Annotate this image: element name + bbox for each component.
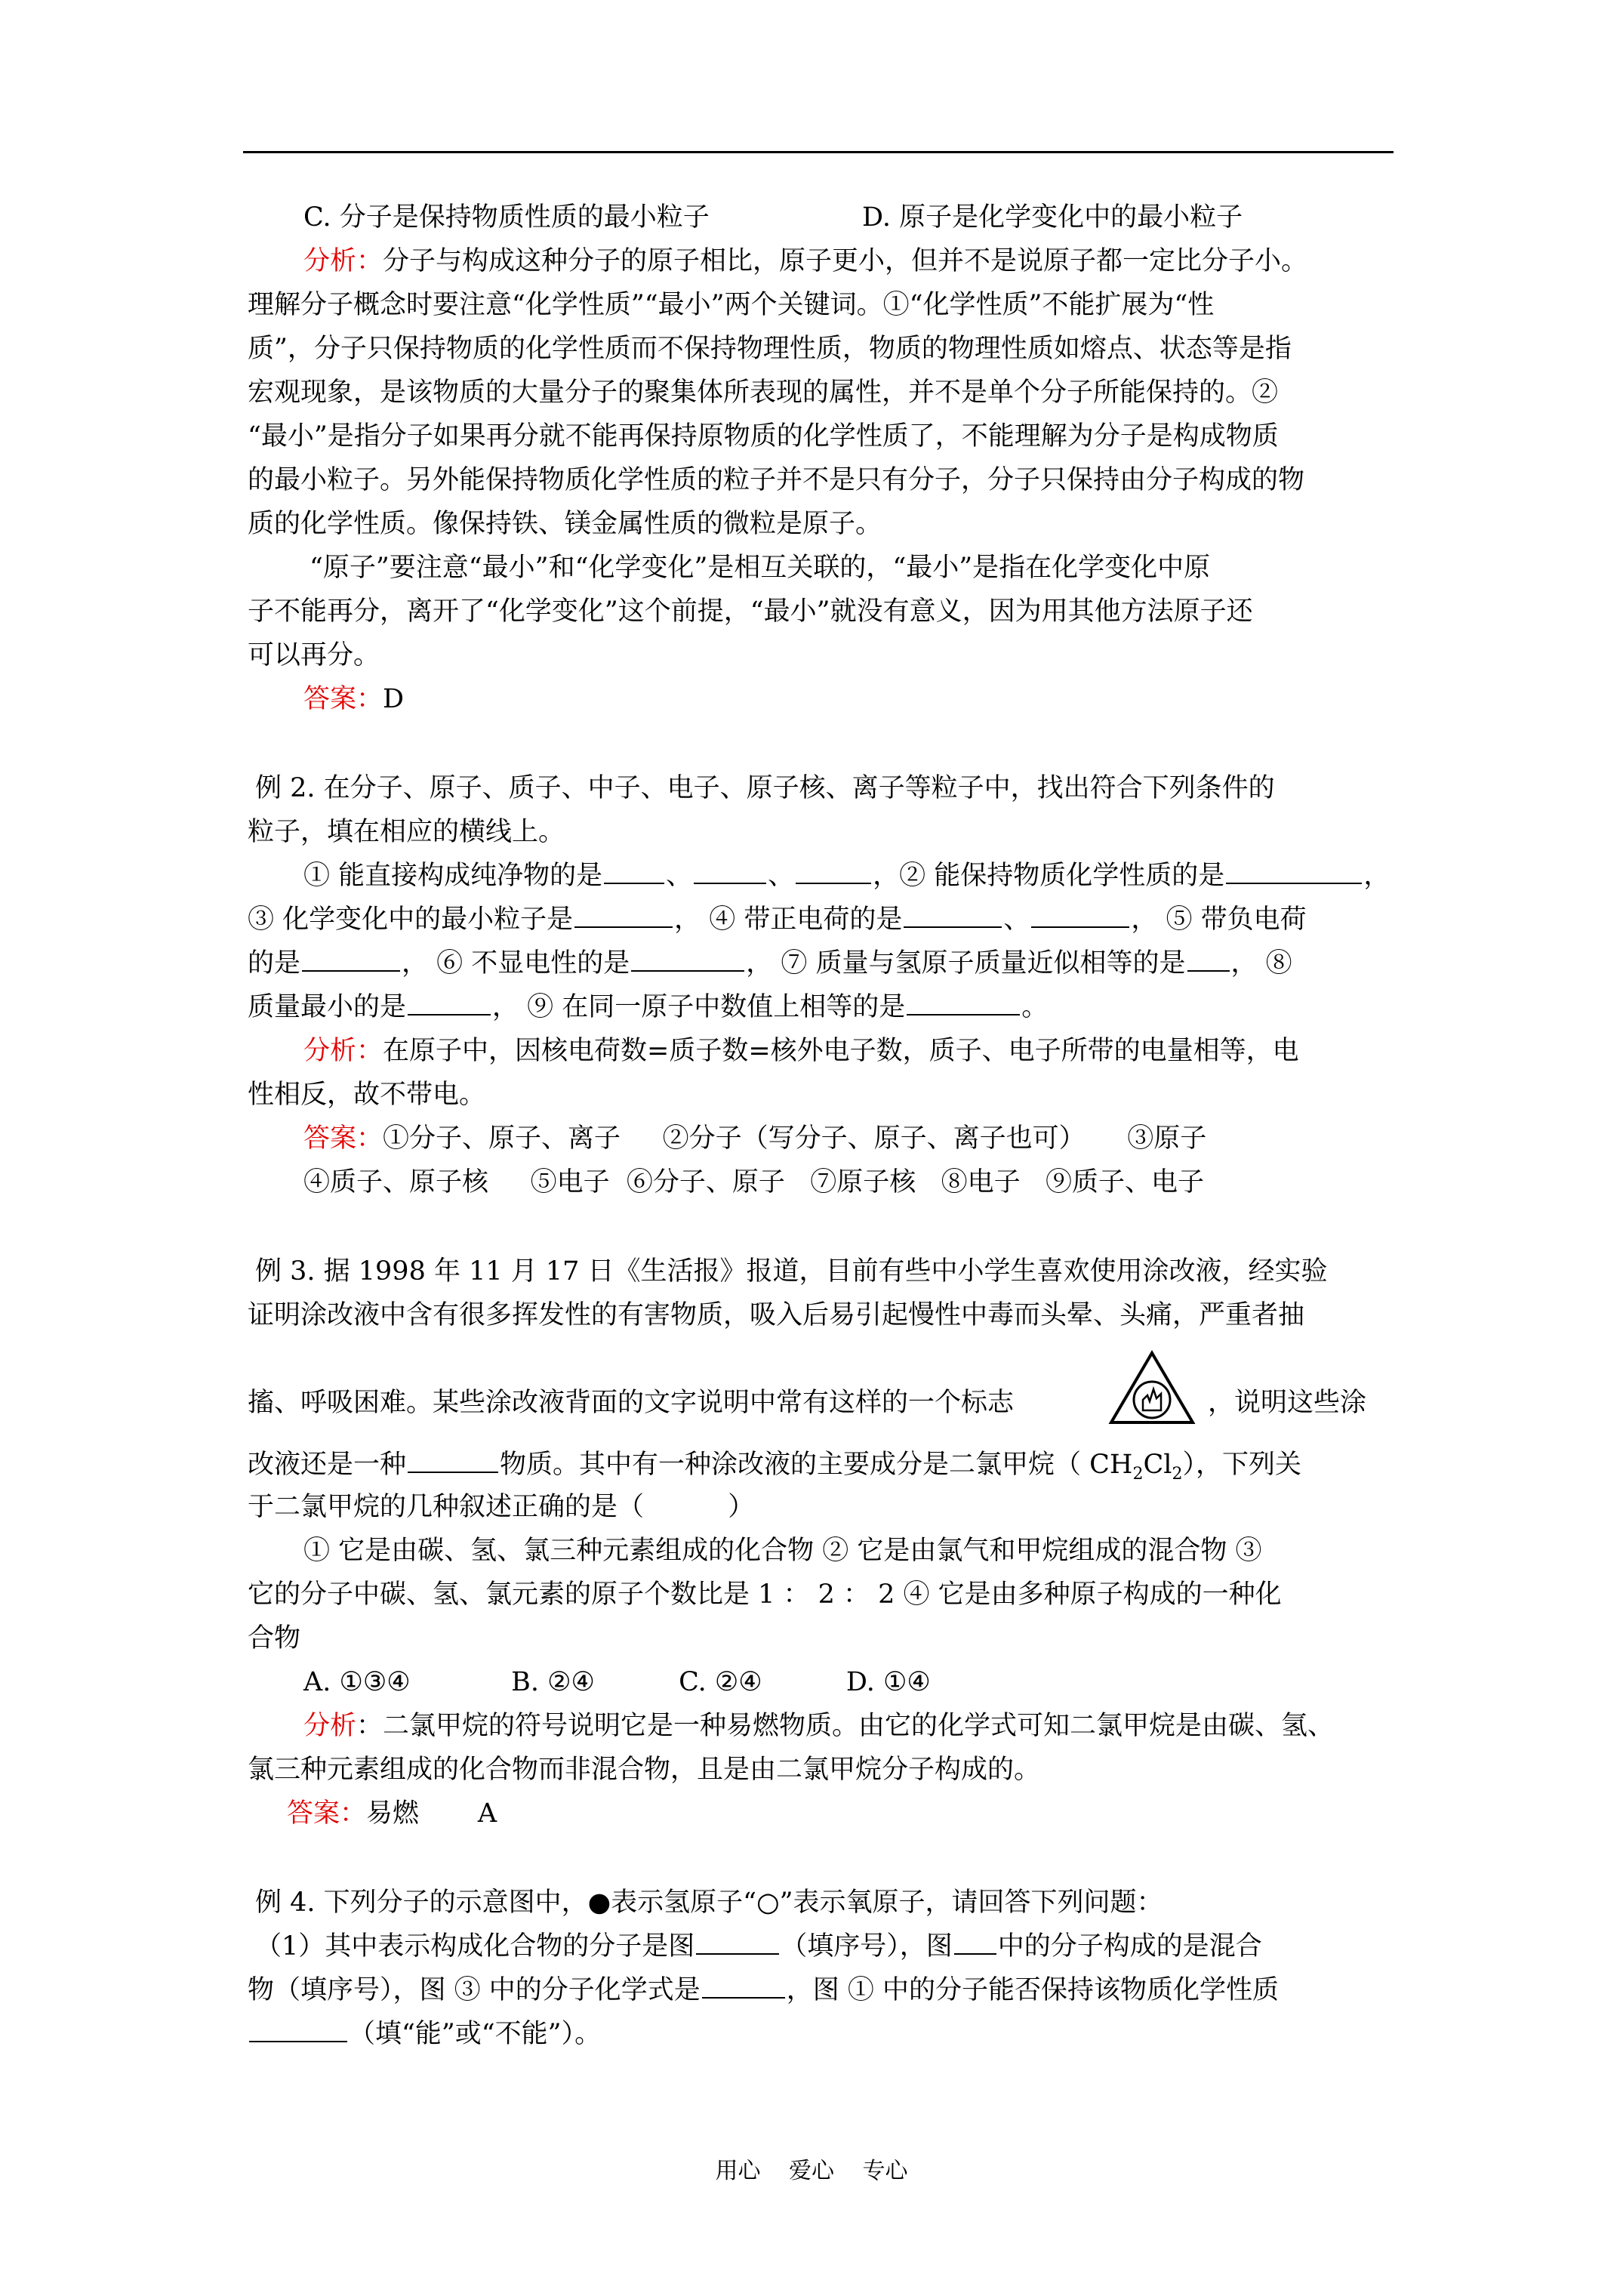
ex3-answer: 答案：易燃 A — [287, 1798, 497, 1829]
ex4-part-line-3: （填“能”或“不能”）。 — [248, 2013, 601, 2055]
blank — [574, 901, 673, 928]
ex3-statement-line-1: ① 它是由碳、氢、氯三种元素组成的化合物 ② 它是由氯气和甲烷组成的混合物 ③ — [303, 1536, 1262, 1566]
blank — [631, 945, 744, 972]
ex1-analysis-line-5: “最小”是指分子如果再分就不能再保持原物质的化学性质了，不能理解为分子是构成物质 — [248, 421, 1279, 451]
ex3-analysis-line-2: 氯三种元素组成的化合物而非混合物，且是由二氯甲烷分子构成的。 — [248, 1755, 1041, 1785]
ex3-question-line-4: 改液还是一种 物质。其中有一种涂改液的主要成分是二氯甲烷（ $CH_2Cl_2$），下列关 — [248, 1444, 1301, 1486]
blank — [249, 2015, 347, 2042]
ex1-analysis-line-1: 分析：分子与构成这种分子的原子相比，原子更小，但并不是说原子都一定比分子小。 — [303, 246, 1308, 276]
ex2-fill-line-4: 质量最小的是 ， ⑨ 在同一原子中数值上相等的是 。 — [248, 986, 1048, 1028]
ex2-question-line-1: 例 2. 在分子、原子、质子、中子、电子、原子核、离子等粒子中，找出符合下列条件的 — [255, 773, 1275, 803]
ex3-statement-line-3: 合物 — [248, 1623, 301, 1653]
ex4-part-line-2: 物（填序号），图 ③ 中的分子化学式是 ，图 ① 中的分子能否保持该物质化学性质 — [248, 1969, 1279, 2011]
ex2-fill-line-3: 的是 ， ⑥ 不显电性的是 ， ⑦ 质量与氢原子质量近似相等的是 ， ⑧ — [248, 942, 1292, 985]
blank — [694, 857, 766, 884]
ex1-analysis-line-7: 质的化学性质。像保持铁、镁金属性质的微粒是原子。 — [248, 509, 882, 539]
ex3-question-line-1: 例 3. 据 1998 年 11 月 17 日《生活报》报道，目前有些中小学生喜欢使用涂改液，经实验 — [255, 1256, 1328, 1287]
blank — [702, 1971, 785, 1999]
ex3-question-line-3b: ，说明这些涂 — [1208, 1388, 1367, 1418]
ex4-question-line-1: 例 4. 下列分子的示意图中，●表示氢原子“○”表示氧原子，请回答下列问题： — [255, 1888, 1163, 1918]
ex2-answer-line-1: 答案：①分子、原子、离子 ②分子（写分子、原子、离子也可） ③原子 — [303, 1123, 1207, 1154]
ex3-statement-line-2: 它的分子中碳、氢、氯元素的原子个数比是 1 ： 2 ： 2 ④ 它是由多种原子构成的一种化 — [248, 1579, 1282, 1610]
ex3-options: A. ①③④ B. ②④ C. ②④ D. ①④ — [303, 1667, 931, 1697]
ex4-part-line-1: （1）其中表示构成化合物的分子是图 （填序号），图 中的分子构成的是混合 — [255, 1925, 1262, 1968]
blank — [408, 1446, 498, 1473]
ex1-option-c: C. 分子是保持物质性质的最小粒子 — [303, 202, 710, 233]
blank — [1031, 901, 1129, 928]
ex2-analysis-line-2: 性相反，故不带电。 — [248, 1080, 486, 1110]
blank — [302, 945, 400, 972]
ex1-analysis-line-6: 的最小粒子。另外能保持物质化学性质的粒子并不是只有分子，分子只保持由分子构成的物 — [248, 465, 1305, 495]
page-footer: 用心 爱心 专心 — [715, 2158, 908, 2184]
ex3-question-line-2: 证明涂改液中含有很多挥发性的有害物质，吸入后易引起慢性中毒而头晕、头痛，严重者抽 — [248, 1300, 1305, 1330]
blank — [604, 857, 664, 884]
blank — [904, 901, 1002, 928]
blank — [408, 988, 491, 1015]
ex2-fill-line-2: ③ 化学变化中的最小粒子是 ， ④ 带正电荷的是 、 ， ⑤ 带负电荷 — [248, 898, 1307, 941]
ex3-question-line-3a: 搐、呼吸困难。某些涂改液背面的文字说明中常有这样的一个标志 — [248, 1388, 1015, 1418]
ex2-fill-line-1: ① 能直接构成纯净物的是 、 、 ，② 能保持物质化学性质的是 ， — [303, 855, 1390, 897]
ex3-analysis-line-1: 分析：二氯甲烷的符号说明它是一种易燃物质。由它的化学式可知二氯甲烷是由碳、氢、 — [303, 1711, 1335, 1741]
ex1-answer: 答案：D — [303, 684, 405, 714]
blank — [907, 988, 1020, 1015]
analysis-label: 分析： — [303, 246, 383, 276]
blank — [796, 857, 871, 884]
ex2-question-line-2: 粒子，填在相应的横线上。 — [248, 817, 565, 847]
flammable-warning-icon — [1108, 1350, 1196, 1425]
ex1-atom-line-1: “原子”要注意“最小”和“化学变化”是相互关联的，“最小”是指在化学变化中原 — [310, 553, 1211, 583]
ex2-analysis-line-1: 分析：在原子中，因核电荷数=质子数=核外电子数，质子、电子所带的电量相等，电 — [303, 1036, 1299, 1066]
ex1-analysis-line-2: 理解分子概念时要注意“化学性质”“最小”两个关键词。①“化学性质”不能扩展为“性 — [248, 290, 1215, 320]
ex1-analysis-line-3: 质”，分子只保持物质的化学性质而不保持物理性质，物质的物理性质如熔点、状态等是指 — [248, 334, 1292, 364]
ex1-atom-line-3: 可以再分。 — [248, 640, 380, 670]
ex1-analysis-line-4: 宏观现象，是该物质的大量分子的聚集体所表现的属性，并不是单个分子所能保持的。② — [248, 378, 1279, 408]
header-rule — [243, 151, 1394, 153]
blank — [1187, 945, 1230, 972]
ex1-atom-line-2: 子不能再分，离开了“化学变化”这个前提，“最小”就没有意义，因为用其他方法原子还 — [248, 596, 1253, 627]
blank — [696, 1928, 779, 1955]
blank — [954, 1928, 996, 1955]
ex1-option-d: D. 原子是化学变化中的最小粒子 — [862, 202, 1243, 233]
blank — [1226, 857, 1362, 884]
ex2-answer-line-2: ④质子、原子核 ⑤电子 ⑥分子、原子 ⑦原子核 ⑧电子 ⑨质子、电子 — [303, 1167, 1205, 1197]
ex3-question-line-5: 于二氯甲烷的几种叙述正确的是（ ） — [248, 1492, 755, 1522]
